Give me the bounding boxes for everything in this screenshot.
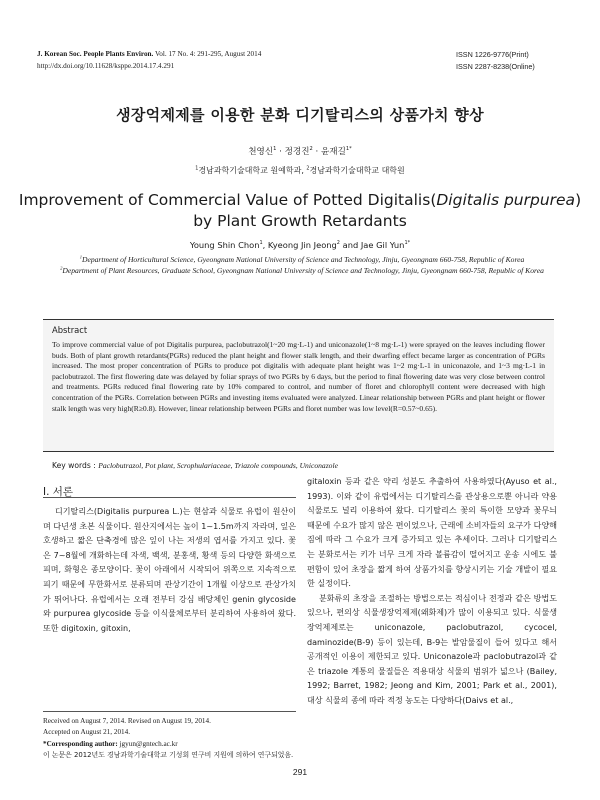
author-separator: · — [276, 147, 285, 157]
author-ko-2-sup: 2 — [309, 146, 313, 153]
body-column-left — [43, 505, 296, 636]
aff-ko-2-sup: 2 — [306, 166, 310, 172]
author-en-2-sup: 2 — [336, 240, 340, 247]
section-heading-intro: Ⅰ. 서론 — [43, 486, 74, 498]
keywords — [52, 461, 552, 470]
english-title-line1: Improvement of Commercial Value of Potted Digitalis( — [18, 191, 437, 209]
abstract-heading: Abstract — [52, 325, 88, 335]
abstract-text: To improve commercial value of pot Digitalis purpurea, paclobutrazol(1~20 mg·L-1) and uniconazole(1~8 mg·L-1) were sprayed on the leaves including flower buds. Both of plant growth retardants(PGRs) reduced the plant height and flower stalk length, and their dwarfing effect became larger as concentration of PGRs increased. The most proper concentration of PGRs to produce pot digitalis with adequate plant height was 1~2 mg·L-1 in uniconazole, and 1~3 mg·L-1 in paclobutrazol. The first flowering date was delayed by foliar sprays of two PGRs by 6 days, but the period to final flowering date was very close between control and treatments. PGRs reduced final flowering rate by 10% compared to control, and number of floret and chlorophyll content were decreased with high concentration of the PGRs. Correlation between PGRs and investing items evaluated were analyzed. Linear relationship between PGRs and plant height or flower stalk length was very high(R≥0.8). However, linear relationship between PGRs and floret number was low level(R=0.57~0.65). — [52, 340, 545, 413]
english-authors — [0, 240, 600, 250]
issn-print: ISSN 1226-9776(Print) — [456, 50, 529, 59]
doi-link[interactable]: http://dx.doi.org/10.11628/ksppe.2014.17.4.291 — [37, 61, 175, 70]
author-ko-1: 천영신 — [248, 147, 274, 157]
keywords-list: Paclobutrazol, Pot plant, Scrophulariaceae, Triazole compounds, Uniconazole — [98, 461, 338, 470]
accepted-date: Accepted on August 21, 2014. — [43, 728, 131, 737]
author-separator: · — [312, 147, 321, 157]
journal-citation: Vol. 17 No. 4: 291-295, August 2014 — [153, 50, 262, 58]
issn-online: ISSN 2287-8238(Online) — [456, 61, 535, 71]
footnote-divider — [43, 711, 296, 712]
journal-name: J. Korean Soc. People Plants Environ. — [37, 50, 154, 58]
aff-ko-1: 경남과학기술대학교 원예학과, — [198, 166, 307, 175]
author-ko-1-sup: 1 — [273, 146, 277, 153]
author-en-1-sup: 1 — [259, 240, 263, 247]
journal-header — [37, 49, 261, 72]
received-date: Received on August 7, 2014. Revised on August 19, 2014. — [43, 717, 211, 725]
english-title-paren: ) — [575, 191, 582, 209]
author-separator: , — [262, 240, 268, 250]
aff-ko-2: 경남과학기술대학교 대학원 — [309, 166, 405, 175]
intro-paragraph-3: 분화류의 초장을 조절하는 방법으로는 적심이나 전정과 같은 방법도 있으나, 편의상 식물생장억제제(왜화제)가 많이 이용되고 있다. 식물생장억제제로는 uniconazole, paclobutrazol, cycocel, daminozide(B-9) 등이 있는데, B-9는 발암물질이 들어 있다고 해서 공개적인 이용이 제한되고 있다. Uniconazole과 paclobutrazol과 같은 triazole 계통의 물질들은 적용대상 식물의 범위가 넓으나 (Bailey, 1992; Barret, 1982; Jeong and Kim, 2001; Park et al., 2001), 대상 식물의 종에 따라 적정 농도는 다양하다(Daivs et al., — [307, 593, 557, 705]
corresponding-email[interactable]: jgyun@gntech.ac.kr — [119, 739, 178, 748]
english-title-line2: by Plant Growth Retardants — [193, 212, 407, 230]
keywords-label: Key words : — [52, 461, 99, 470]
issn-block — [456, 49, 535, 72]
footnotes — [43, 716, 296, 762]
korean-title: 생장억제제를 이용한 분화 디기탈리스의 상품가치 향상 — [116, 106, 484, 124]
author-en-3: Jae Gil Yun — [360, 240, 405, 250]
funding-note: 이 논문은 2012년도 경남과학기술대학교 기성회 연구비 지원에 의하여 연구되었음. — [43, 751, 294, 760]
aff-en-2: Department of Plant Resources, Graduate School, Gyeongnam National University of Science and Technology, Jinju, Gyeongnam 660-758, Republic of Korea — [62, 266, 544, 276]
corresponding-label: *Corresponding author: — [43, 739, 120, 748]
author-en-3-sup: 1* — [404, 240, 411, 247]
english-title-species: Digitalis purpurea — [436, 191, 576, 209]
aff-ko-1-sup: 1 — [195, 166, 199, 172]
english-title — [0, 190, 600, 232]
section-divider — [43, 497, 296, 498]
page-number: 291 — [292, 767, 308, 777]
korean-affiliations — [0, 165, 600, 176]
author-en-1: Young Shin Chon — [189, 240, 260, 250]
aff-en-1: Department of Horticultural Science, Gyeongnam National University of Science and Technology, Jinju, Gyeongnam 660-758, Republic of Korea — [81, 255, 525, 264]
abstract-box — [43, 319, 554, 452]
english-affiliations — [44, 254, 560, 276]
aff-en-2-sup: 2 — [60, 265, 63, 271]
aff-en-1-sup: 1 — [79, 254, 82, 260]
author-ko-3: 윤재길 — [321, 147, 346, 157]
intro-paragraph-1: 디기탈리스(Digitalis purpurea L.)는 현삼과 식물로 유럽이 원산이며 다년생 초본 식물이다. 원산지에서는 높이 1~1.5m까지 자라며, 잎은 호생하고 짧은 단축경에 많은 잎이 나는 저생의 엽서를 가지고 있다. 꽃은 7~8월에 개화하는데 자색, 백색, 분홍색, 황색 등의 다양한 화색으로 피며, 화형은 종모양이다. 꽃이 아래에서 시작되어 위쪽으로 지속적으로 피기 때문에 무한화서로 분류되며 관상기간이 1개월 이상으로 관상가치가 뛰어나다. 유럽에서는 오래 전부터 강심 배당체인 genin glycoside와 purpurea glycoside 등을 이식물체로부터 분리하여 사용하여 왔다. 또한 digitoxin, gitoxin, — [43, 507, 296, 633]
intro-paragraph-2: gitaloxin 등과 같은 약리 성분도 추출하여 사용하였다(Ayuso et al., 1993). 이와 같이 유럽에서는 디기탈리스를 관상용으로뿐 아니라 약용식물로도 널리 이용하여 왔다. 디기탈리스 꽃의 특이한 모양과 꽃무늬 때문에 수요가 많지 않은 편이었으나, 근래에 소비자들의 요구가 다양해짐에 따라 그 수요가 크게 증가되고 있는 추세이다. 그러나 디기탈리스는 분화로서는 키가 너무 크게 자라 볼륨감이 떨어지고 운송 시에도 불편함이 있어 초장을 짧게 하여 상품가치를 향상시키는 기술 개발이 필요한 실정이다. — [307, 477, 557, 589]
author-en-2: Kyeong Jin Jeong — [267, 240, 337, 250]
korean-authors — [0, 145, 600, 157]
author-separator: and — [339, 240, 361, 250]
author-ko-2: 정경진 — [284, 147, 310, 157]
author-ko-3-sup: 1* — [345, 146, 352, 153]
body-column-right — [307, 475, 557, 709]
